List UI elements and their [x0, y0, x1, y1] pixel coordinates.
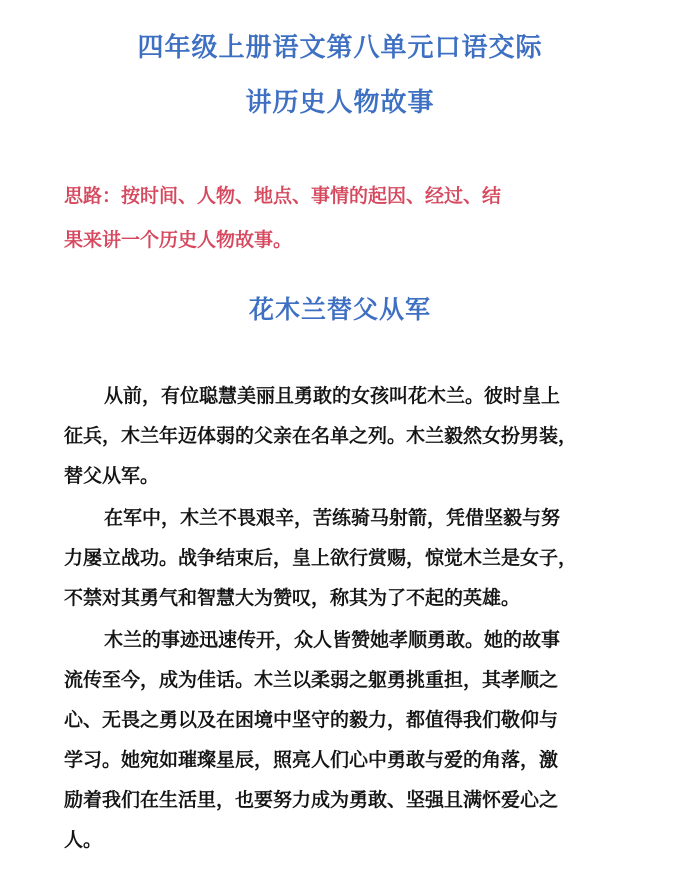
paragraph-line: 励着我们在生活里，也要努力成为勇敢、坚强且满怀爱心之 [64, 789, 559, 811]
document-title: 四年级上册语文第八单元口语交际 [137, 33, 543, 63]
paragraph-line: 征兵，木兰年迈体弱的父亲在名单之列。木兰毅然女扮男装， [64, 425, 578, 447]
story-paragraph [64, 381, 624, 501]
story-body [64, 381, 624, 865]
tip-line: 思路：按时间、人物、地点、事情的起因、经过、结 [64, 185, 502, 207]
story-title: 花木兰替父从军 [248, 295, 431, 324]
paragraph-line: 在军中，木兰不畏艰辛，苦练骑马射箭，凭借坚毅与努 [104, 507, 561, 529]
paragraph-line: 力屡立战功。战争结束后，皇上欲行赏赐，惊觉木兰是女子， [64, 547, 578, 569]
paragraph-line: 人。 [64, 829, 103, 851]
thinking-tip [64, 174, 624, 262]
paragraph-line: 木兰的事迹迅速传开，众人皆赞她孝顺勇敢。她的故事 [104, 629, 561, 651]
document-subtitle: 讲历史人物故事 [245, 88, 435, 118]
paragraph-line: 心、无畏之勇以及在困境中坚守的毅力，都值得我们敬仰与 [64, 709, 559, 731]
paragraph-line: 流传至今，成为佳话。木兰以柔弱之躯勇挑重担，其孝顺之 [64, 669, 559, 691]
story-paragraph [64, 503, 624, 623]
paragraph-line: 不禁对其勇气和智慧大为赞叹，称其为了不起的英雄。 [64, 587, 521, 609]
paragraph-line: 学习。她宛如璀璨星辰，照亮人们心中勇敢与爱的角落，激 [64, 749, 559, 771]
story-paragraph [64, 625, 624, 865]
paragraph-line: 替父从军。 [64, 465, 160, 487]
paragraph-line: 从前，有位聪慧美丽且勇敢的女孩叫花木兰。彼时皇上 [104, 385, 561, 407]
tip-line: 果来讲一个历史人物故事。 [64, 229, 293, 251]
